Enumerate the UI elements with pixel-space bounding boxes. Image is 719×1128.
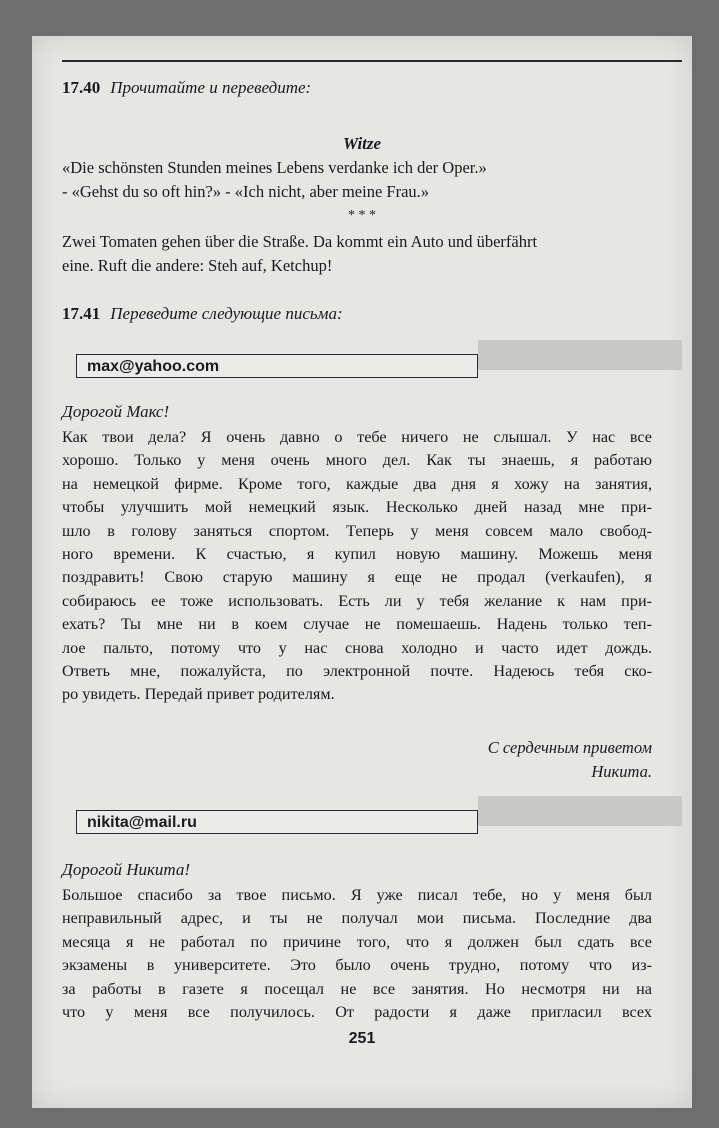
- joke1-line1: «Die schönsten Stunden meines Lebens verdanke ich der Oper.»: [62, 158, 487, 177]
- text-line: собираюсь ее тоже использовать. Есть ли у тебя желание к нам при-: [62, 591, 652, 610]
- text-line: поздравить! Свою старую машину я еще не продал (verkaufen), я: [62, 568, 652, 587]
- text-line: неправильный адрес, и ты не получал мои письма. Последние два: [62, 909, 652, 928]
- top-rule: [62, 60, 682, 62]
- text-line: месяца я не работал по причине того, что я должен был сдать все: [62, 932, 652, 951]
- joke2-line2: eine. Ruft die andere: Steh auf, Ketchup!: [62, 256, 333, 275]
- text-line: Ответь мне, пожалуйста, по электронной почте. Надеюсь тебя ско-: [62, 662, 652, 681]
- joke1-line2: - «Gehst du so oft hin?» - «Ich nicht, aber meine Frau.»: [62, 182, 430, 201]
- letter2-body: [62, 884, 652, 1024]
- joke-separator: * * *: [348, 208, 376, 223]
- exercise-17-40-heading: [62, 78, 311, 98]
- letter2-greeting: Дорогой Никита!: [62, 860, 191, 879]
- closing: С сердечным приветом: [487, 738, 652, 757]
- text-line: Как твои дела? Я очень давно о тебе ничего не слышал. У нас все: [62, 428, 652, 446]
- letter1-body: [62, 426, 652, 707]
- email-bar-shading: [478, 340, 682, 370]
- exercise-number: 17.40: [62, 78, 101, 97]
- letter1-signoff: [488, 736, 652, 784]
- text-line: на немецкой фирме. Кроме того, каждые два дня я хожу на занятия,: [62, 474, 652, 493]
- text-line: ехать? Ты мне ни в коем случае не помешаешь. Надень только теп-: [62, 615, 652, 634]
- text-line: что у меня все получилось. От радости я даже пригласил всех: [62, 1003, 652, 1022]
- book-page: [32, 36, 692, 1108]
- text-line: хорошо. Только у меня очень много дел. Как ты знаешь, я работаю: [62, 451, 652, 470]
- text-line: чтобы улучшить мой немецкий язык. Несколько дней назад мне при-: [62, 498, 652, 517]
- text-line: экзамены в университете. Это было очень трудно, потому что из-: [62, 956, 652, 975]
- email-field-nikita: nikita@mail.ru: [76, 810, 478, 834]
- exercise-number: 17.41: [62, 304, 101, 323]
- text-line: ного времени. К счастью, я купил новую машину. Можешь меня: [62, 545, 652, 564]
- text-line: Большое спасибо за твое письмо. Я уже писал тебе, но у меня был: [62, 886, 652, 904]
- text-line: лое пальто, потому что у нас снова холодно и часто идет дождь.: [62, 638, 652, 657]
- joke2-line1: Zwei Tomaten gehen über die Straße. Da kommt ein Auto und überfährt: [62, 232, 538, 251]
- page-number: 251: [348, 1030, 376, 1047]
- text-line: за работы в газете я посещал не все занятия. Но несмотря ни на: [62, 979, 652, 998]
- witze-title: Witze: [342, 134, 382, 153]
- exercise-17-41-heading: [62, 304, 343, 324]
- text-line: ро увидеть. Передай привет родителям.: [62, 685, 335, 704]
- text-line: шло в голову заняться спортом. Теперь у меня совсем мало свобод-: [62, 521, 652, 540]
- exercise-title: Прочитайте и переведите:: [110, 78, 312, 97]
- email-field-max: max@yahoo.com: [76, 354, 478, 378]
- email-bar-shading: [478, 796, 682, 826]
- signature: Никита.: [591, 762, 652, 781]
- letter1-greeting: Дорогой Макс!: [62, 402, 170, 421]
- exercise-title: Переведите следующие письма:: [110, 304, 343, 323]
